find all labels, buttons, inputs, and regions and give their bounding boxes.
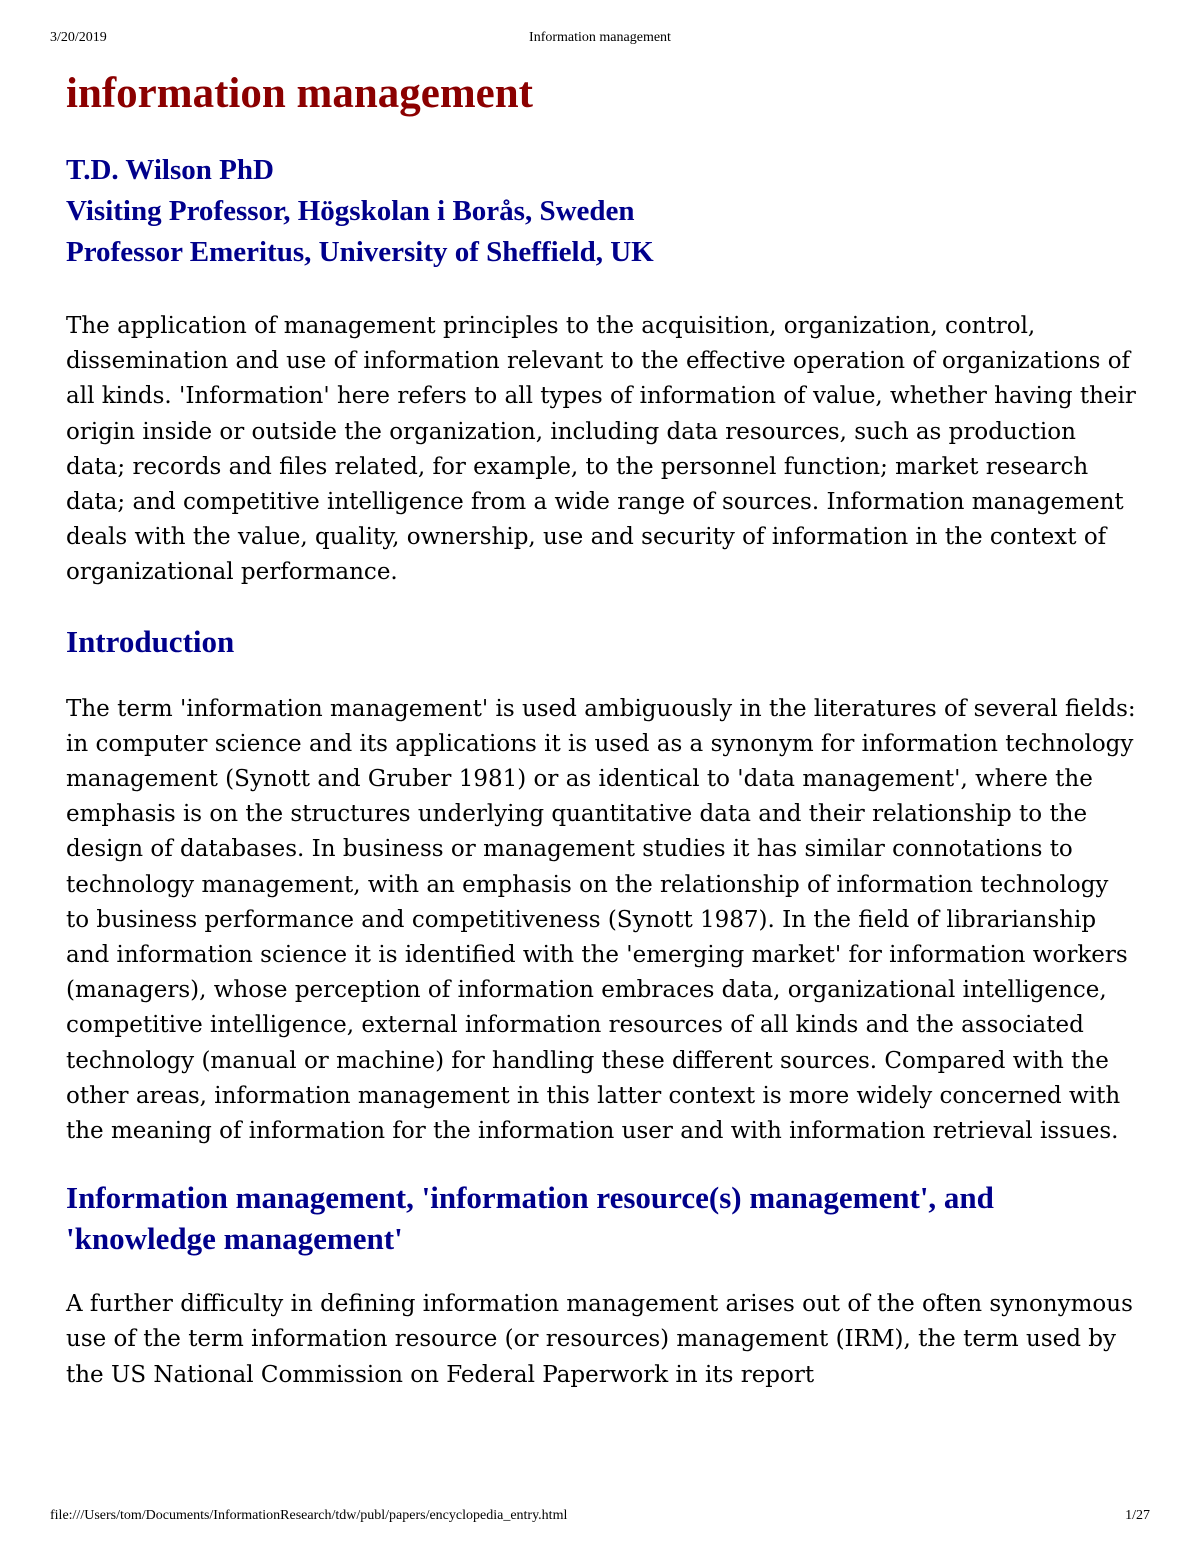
print-header bbox=[50, 30, 1150, 52]
definition-paragraph: The application of management principles to the acquisition, organization, control, dissemination and use of information relevant to the effective operation of organizations of all kinds. 'Information' here refers to all types of information of value, whether having their origin inside or outside the organization, including data resources, such as production data; records and files related, for example, to the personnel function; market research data; and competitive intelligence from a wide range of sources. Information management deals with the value, quality, ownership, use and security of information in the context of organizational performance. bbox=[66, 313, 1136, 586]
print-footer bbox=[50, 1508, 1150, 1530]
author-position-emeritus: Professor Emeritus, University of Sheffield, UK bbox=[66, 236, 654, 268]
irm-paragraph: A further difficulty in defining information management arises out of the often synonymous use of the term information resource (or resources) management (IRM), the term used by the US National Commission on Federal Paperwork in its report bbox=[66, 1291, 1133, 1388]
introduction-paragraph: The term 'information management' is used ambiguously in the literatures of several fields: in computer science and its applications it is used as a synonym for information technology management (Synott and Gruber 1981) or as identical to 'data management', where the emphasis is on the structures underlying quantitative data and their relationship to the design of databases. In business or management studies it has similar connotations to technology management, with an emphasis on the relationship of information technology to business performance and competitiveness (Synott 1987). In the field of librarianship and information science it is identified with the 'emerging market' for information workers (managers), whose perception of information embraces data, organizational intelligence, competitive intelligence, external information resources of all kinds and the associated technology (manual or machine) for handling these different sources. Compared with the other areas, information management in this latter context is more widely concerned with the meaning of information for the information user and with information retrieval issues. bbox=[66, 695, 1136, 1145]
page-title: information management bbox=[66, 70, 533, 117]
author-name: T.D. Wilson PhD bbox=[66, 154, 274, 186]
print-source-url: file:///Users/tom/Documents/InformationResearch/tdw/publ/papers/encyclopedia_entry.html bbox=[50, 1508, 568, 1523]
print-date: 3/20/2019 bbox=[50, 30, 107, 45]
article-content bbox=[66, 68, 1136, 1393]
page-number: 1/27 bbox=[1125, 1508, 1150, 1523]
author-position-visiting: Visiting Professor, Högskolan i Borås, Sweden bbox=[66, 195, 635, 227]
print-document-title: Information management bbox=[529, 30, 671, 45]
section-heading-introduction: Introduction bbox=[66, 623, 235, 659]
section-heading-irm: Information management, 'information resource(s) management', and 'knowledge management' bbox=[66, 1180, 994, 1257]
author-block bbox=[66, 150, 1136, 273]
